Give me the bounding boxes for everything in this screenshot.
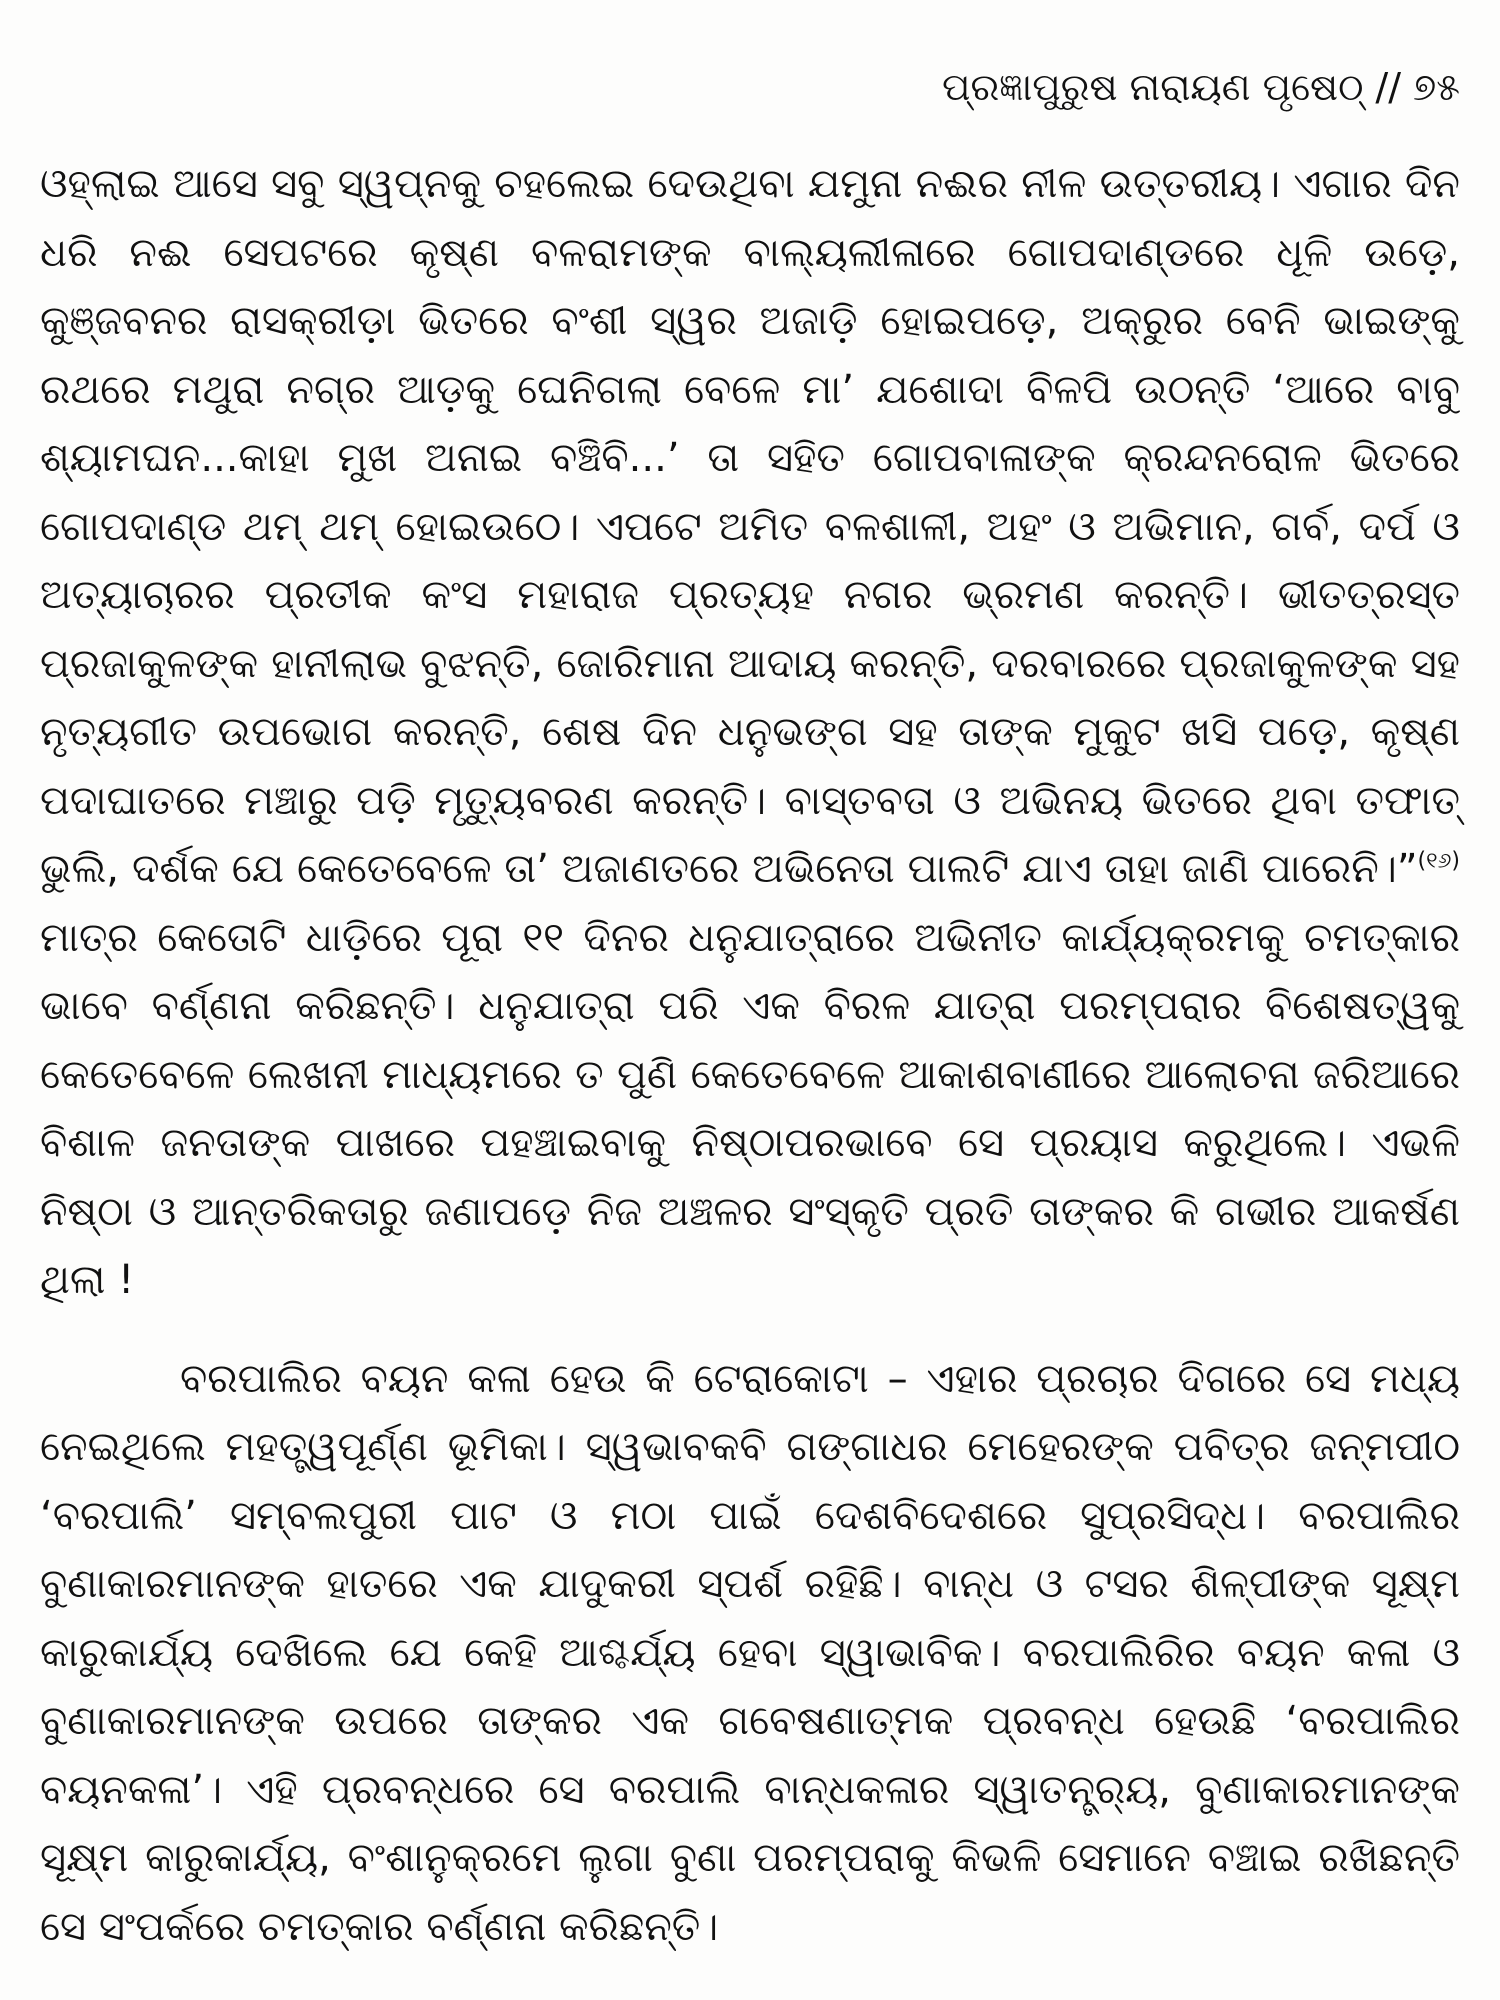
page-header (942, 62, 1460, 112)
page-number: ୭୫ (1413, 65, 1460, 109)
running-title: ପ୍ରଜ୍ଞାପୁରୁଷ ନାରାୟଣ ପୃଷେଠ୍ (942, 65, 1364, 109)
header-separator: // (1375, 65, 1402, 109)
paragraph-1 (40, 150, 1460, 1315)
paragraph-2: ବରପାଲିର ବୟନ କଳା ହେଉ କି ଟେରାକୋଟା – ଏହାର ପ୍ରଚାର ଦିଗରେ ସେ ମଧ୍ୟ ନେଇଥିଲେ ମହତ୍ତ୍ୱପୂର୍ଣ୍ଣ ଭୂମିକା। ସ୍ୱଭାବକବି ଗଙ୍ଗାଧର ମେହେରଙ୍କ ପବିତ୍ର ଜନ୍ମପୀଠ ‘ବରପାଲି’ ସମ୍ବଲପୁରୀ ପାଟ ଓ ମଠା ପାଇଁ ଦେଶବିଦେଶରେ ସୁପ୍ରସିଦ୍ଧ। ବରପାଲିର ବୁଣାକାରମାନଙ୍କ ହାତରେ ଏକ ଯାଦୁକରୀ ସ୍ପର୍ଶ ରହିଛି। ବାନ୍ଧ ଓ ଟସର ଶିଳ୍ପୀଙ୍କ ସୂକ୍ଷ୍ମ କାରୁକାର୍ଯ୍ୟ ଦେଖିଲେ ଯେ କେହି ଆଶ୍ଚର୍ଯ୍ୟ ହେବା ସ୍ୱାଭାବିକ। ବରପାଲିରିର ବୟନ କଳା ଓ ବୁଣାକାରମାନଙ୍କ ଉପରେ ତାଙ୍କର ଏକ ଗବେଷଣାତ୍ମକ ପ୍ରବନ୍ଧ ହେଉଛି ‘ବରପାଲିର ବୟନକଳା’। ଏହି ପ୍ରବନ୍ଧରେ ସେ ବରପାଲି ବାନ୍ଧକଳାର ସ୍ୱାତନ୍ତ୍ର୍ୟ, ବୁଣାକାରମାନଙ୍କ ସୂକ୍ଷ୍ମ କାରୁକାର୍ଯ୍ୟ, ବଂଶାନୁକ୍ରମେ ଲୁଗା ବୁଣା ପରମ୍ପରାକୁ କିଭଳି ସେମାନେ ବଞ୍ଚାଇ ରଖିଛନ୍ତି ସେ ସଂପର୍କରେ ଚମତ୍କାର ବର୍ଣ୍ଣନା କରିଛନ୍ତି। (40, 1355, 1460, 1950)
paragraph-1-text-before-citation: ଓହ୍ଲାଇ ଆସେ ସବୁ ସ୍ୱପ୍ନକୁ ଚହଲେଇ ଦେଉଥିବା ଯମୁନା ନଈର ନୀଳ ଉତ୍ତରୀୟ। ଏଗାର ଦିନ ଧରି ନଈ ସେପଟରେ କୃଷ୍ଣ ବଳରାମଙ୍କ ବାଲ୍ୟଲୀଳାରେ ଗୋପଦାଣ୍ଡରେ ଧୂଳି ଉଡ଼େ, କୁଞ୍ଜବନର ରାସକ୍ରୀଡ଼ା ଭିତରେ ବଂଶୀ ସ୍ୱର ଅଜାଡ଼ି ହୋଇପଡ଼େ, ଅକ୍ରୁର ବେନି ଭାଇଙ୍କୁ ରଥରେ ମଥୁରା ନଗ୍ର ଆଡ଼କୁ ଘେନିଗଲା ବେଳେ ମା’ ଯଶୋଦା ବିଳପି ଉଠନ୍ତି ‘ଆରେ ବାବୁ ଶ୍ୟାମଘନ...କାହା ମୁଖ ଅନାଇ ବଞ୍ଚିବି...’ ତା ସହିତ ଗୋପବାଳାଙ୍କ କ୍ରନ୍ଦନରୋଳ ଭିତରେ ଗୋପଦାଣ୍ଡ ଥମ୍ ଥମ୍ ହୋଇଉଠେ। ଏପଟେ ଅମିତ ବଳଶାଳୀ, ଅହଂ ଓ ଅଭିମାନ, ଗର୍ବ, ଦର୍ପ ଓ ଅତ୍ୟାଚାରର ପ୍ରତୀକ କଂସ ମହାରାଜ ପ୍ରତ୍ୟହ ନଗର ଭ୍ରମଣ କରନ୍ତି। ଭୀତତ୍ରସ୍ତ ପ୍ରଜାକୁଳଙ୍କ ହାନୀଲାଭ ବୁଝନ୍ତି, ଜୋରିମାନା ଆଦାୟ କରନ୍ତି, ଦରବାରରେ ପ୍ରଜାକୁଳଙ୍କ ସହ ନୃତ୍ୟଗୀତ ଉପଭୋଗ କରନ୍ତି, ଶେଷ ଦିନ ଧନୁଭଙ୍ଗ ସହ ତାଙ୍କ ମୁକୁଟ ଖସି ପଡ଼େ, କୃଷ୍ଣ ପଦାଘାତରେ ମଞ୍ଚାରୁ ପଡ଼ି ମୃତ୍ୟୁବରଣ କରନ୍ତି। ବାସ୍ତବତା ଓ ଅଭିନୟ ଭିତରେ ଥିବା ତଫାତ୍ ଭୁଲି, ଦର୍ଶକ ଯେ କେତେବେଳେ ତା’ ଅଜାଣତରେ ଅଭିନେତା ପାଲଟି ଯାଏ ତାହା ଜାଣି ପାରେନି।” (40, 161, 1460, 892)
paragraph-1-text-after-citation: ମାତ୍ର କେତୋଟି ଧାଡ଼ିରେ ପୂରା ୧୧ ଦିନର ଧନୁଯାତ୍ରାରେ ଅଭିନୀତ କାର୍ଯ୍ୟକ୍ରମକୁ ଚମତ୍କାର ଭାବେ ବର୍ଣ୍ଣନା କରିଛନ୍ତି। ଧନୁଯାତ୍ରା ପରି ଏକ ବିରଳ ଯାତ୍ରା ପରମ୍ପରାର ବିଶେଷତ୍ୱକୁ କେତେବେଳେ ଲେଖନୀ ମାଧ୍ୟମରେ ତ ପୁଣି କେତେବେଳେ ଆକାଶବାଣୀରେ ଆଲୋଚନା ଜରିଆରେ ବିଶାଳ ଜନତାଙ୍କ ପାଖରେ ପହଞ୍ଚାଇବାକୁ ନିଷ୍ଠାପରଭାବେ ସେ ପ୍ରୟାସ କରୁଥିଲେ। ଏଭଳି ନିଷ୍ଠା ଓ ଆନ୍ତରିକତାରୁ ଜଣାପଡ଼େ ନିଜ ଅଞ୍ଚଳର ସଂସ୍କୃତି ପ୍ରତି ତାଙ୍କର କି ଗଭୀର ଆକର୍ଷଣ ଥିଲା ! (40, 914, 1460, 1303)
page-body (40, 150, 1460, 1961)
citation-marker: (୧୬) (1417, 848, 1460, 874)
